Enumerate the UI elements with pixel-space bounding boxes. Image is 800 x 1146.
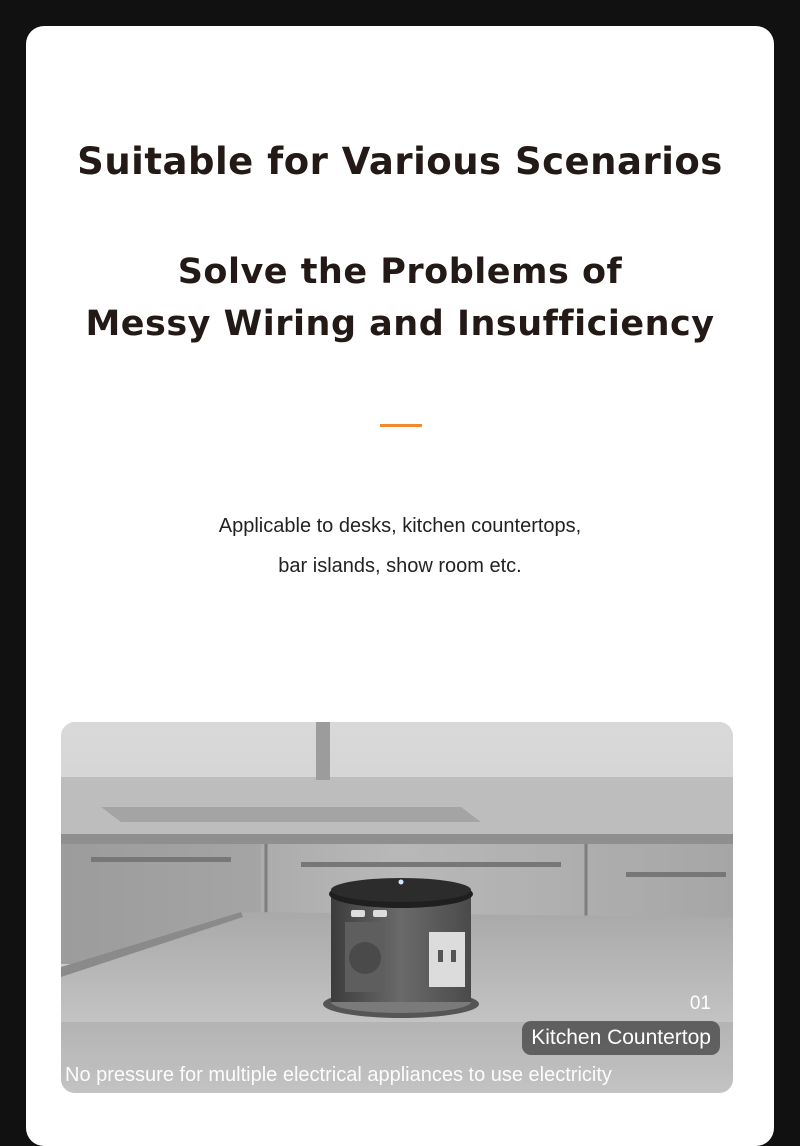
main-heading: Suitable for Various Scenarios <box>77 140 723 183</box>
scenario-label-badge: Kitchen Countertop <box>522 1021 720 1055</box>
scenario-number: 01 <box>689 993 711 1014</box>
sub-heading-line-2: Messy Wiring and Insufficiency <box>85 304 715 344</box>
applicability-line-1: Applicable to desks, kitchen countertops, <box>218 515 582 537</box>
sub-heading <box>0 246 800 350</box>
scenario-caption: No pressure for multiple electrical appliances to use electricity <box>65 1064 612 1086</box>
kitchen-countertop-photo <box>61 722 733 1093</box>
accent-divider <box>380 424 422 427</box>
sub-heading-line-1: Solve the Problems of <box>177 252 623 292</box>
applicability-text <box>0 506 800 586</box>
applicability-line-2: bar islands, show room etc. <box>278 555 522 577</box>
